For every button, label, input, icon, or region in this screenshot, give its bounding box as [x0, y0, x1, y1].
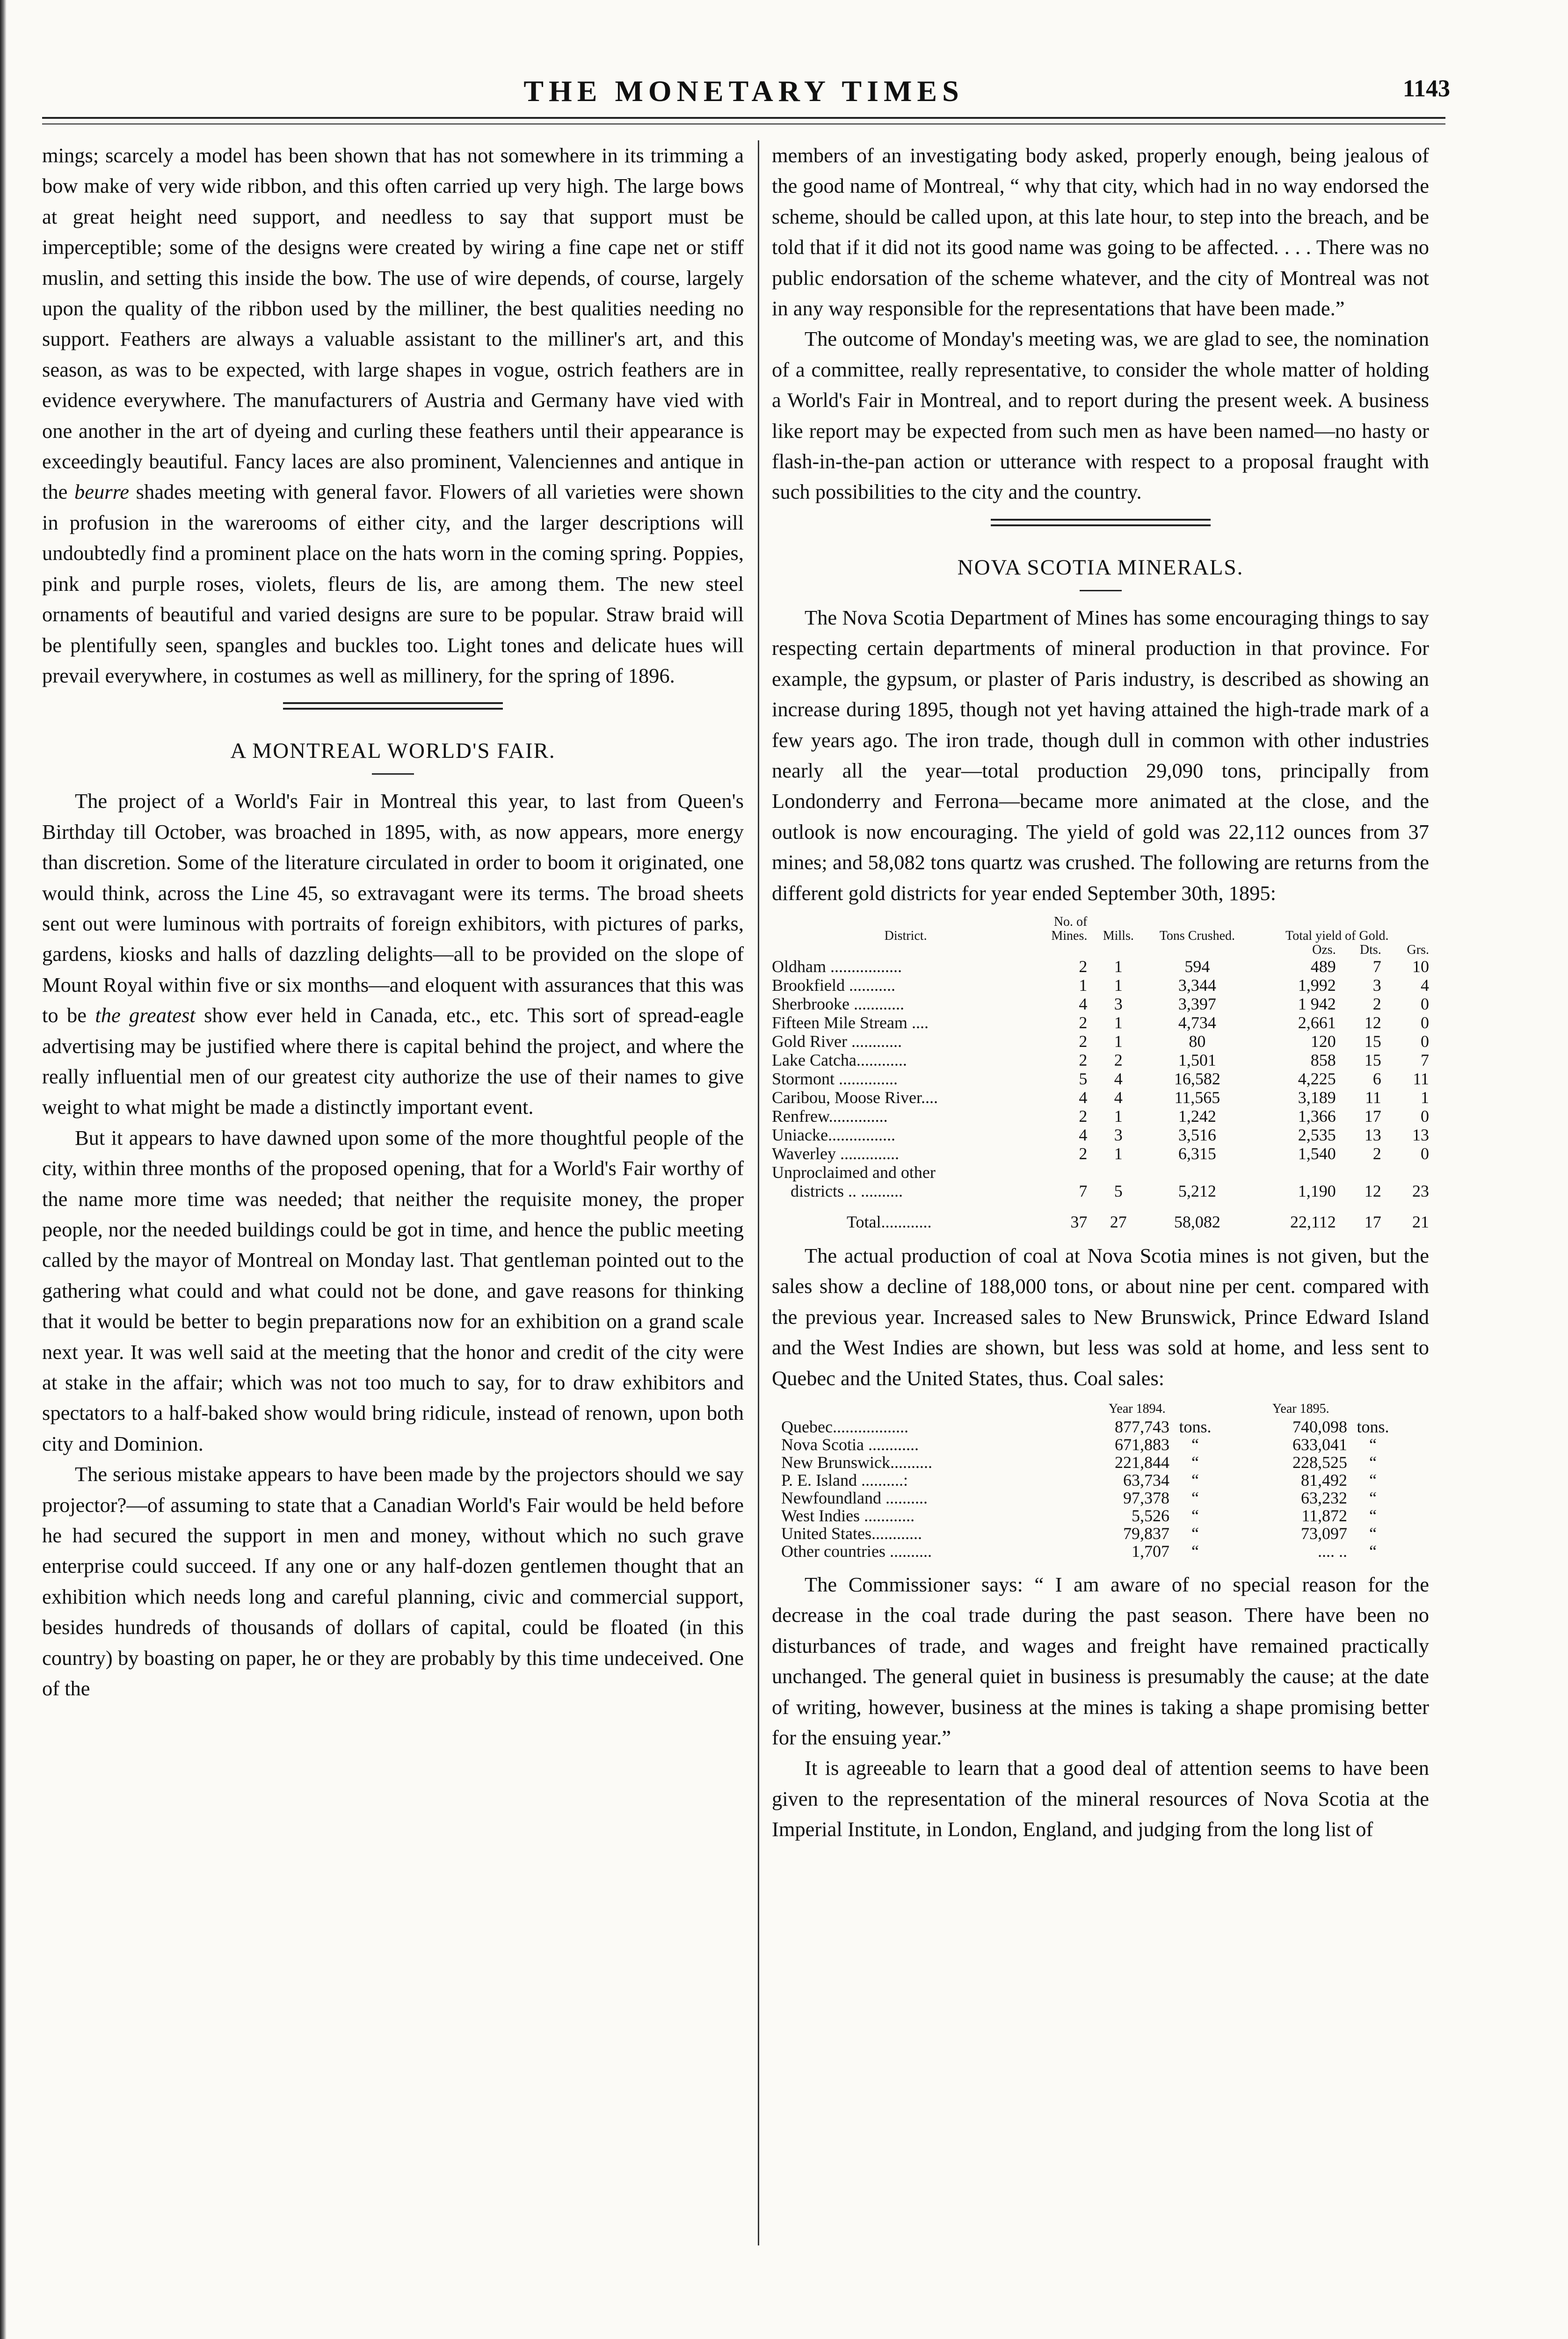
cell-text: “ [1191, 1435, 1199, 1454]
cell-text: “ [1191, 1470, 1199, 1489]
table-cell: 671,883 [1115, 1435, 1169, 1454]
text-run: shades meeting with general favor. Flowers of all varieties were shown in profusion in the warerooms of either city, and the larger descriptions will undoubtedly find a prominent place on the hats worn in the coming spring. Poppies, pink and purple roses, violets, fleurs de lis, are among them. The new steel ornaments of beautiful and varied designs are sure to be popular. Straw braid will be plentifully seen, spangles and buckles too. Light tones and delicate hues will prevail everywhere, in costumes as well as millinery, for the spring of 1896. [42, 480, 744, 687]
cell-text: ................. [826, 957, 902, 976]
table-cell [781, 1471, 1090, 1489]
cell-text: Brookfield [772, 975, 845, 995]
column-header: Total yield of Gold. [1285, 928, 1389, 943]
table-cell: 17 [1364, 1212, 1381, 1231]
column-header: No. of Mines. [1051, 914, 1088, 943]
table-cell: 3,189 [1298, 1088, 1336, 1107]
cell-text: Fifteen Mile Stream [772, 1013, 907, 1032]
table-cell: 0 [1421, 1031, 1429, 1051]
table-row [772, 1126, 1429, 1144]
table-row [781, 1418, 1413, 1436]
table-cell [772, 1088, 1039, 1107]
table-cell: 1,366 [1298, 1106, 1336, 1126]
table-cell [772, 976, 1039, 995]
table-cell: 4 [1114, 1088, 1123, 1107]
table-cell: 4 [1079, 1088, 1088, 1107]
table-cell [772, 1200, 1039, 1231]
cell-text: “ [1369, 1488, 1377, 1507]
table-cell: 4 [1114, 1069, 1123, 1088]
cell-text: .................. [832, 1417, 908, 1436]
cell-text: ............ [849, 994, 904, 1013]
table-cell [1169, 1525, 1230, 1542]
montreal-fair-heading: A MONTREAL WORLD'S FAIR. [230, 739, 556, 763]
cell-text: .......... [881, 1488, 928, 1507]
table-row [772, 1182, 1429, 1200]
column-header: Ozs. [1312, 942, 1336, 957]
table-cell: 2 [1079, 1144, 1088, 1163]
column-divider [758, 140, 759, 2245]
table-cell [772, 1013, 1039, 1032]
cell-text: “ [1369, 1453, 1377, 1472]
table-cell: 0 [1421, 1144, 1429, 1163]
table-cell: 1 [1079, 975, 1088, 995]
cell-text: Stormont [772, 1069, 835, 1088]
table-cell: 1,501 [1178, 1050, 1216, 1069]
cell-text: ............ [856, 1050, 907, 1069]
column-header: Year 1894. [1109, 1401, 1166, 1416]
table-cell: 81,492 [1301, 1470, 1347, 1489]
cell-text: Lake Catcha [772, 1050, 857, 1069]
table-cell: 2,535 [1298, 1125, 1336, 1144]
table-cell: .... .. [1318, 1541, 1347, 1561]
table-cell [781, 1489, 1090, 1507]
table-cell: 0 [1421, 1013, 1429, 1032]
table-cell: 3 [1114, 994, 1123, 1013]
table-row [772, 1032, 1429, 1051]
cell-text: .. .......... [844, 1181, 903, 1200]
table-row [781, 1436, 1413, 1453]
table-cell: 4 [1079, 994, 1088, 1013]
table-cell: 0 [1421, 994, 1429, 1013]
table-cell [772, 1032, 1039, 1051]
table-cell [1347, 1525, 1413, 1542]
table-cell: 4 [1079, 1125, 1088, 1144]
table-header-row [772, 915, 1429, 943]
column-header: Grs. [1407, 942, 1429, 957]
column-header: Tons Crushed. [1159, 928, 1235, 943]
cell-text: “ [1191, 1488, 1199, 1507]
table-subheader-row [772, 943, 1429, 957]
table-row [772, 1144, 1429, 1163]
table-cell [1347, 1542, 1413, 1560]
table-cell: 1,242 [1178, 1106, 1216, 1126]
cell-text: Waverley [772, 1144, 836, 1163]
table-header-row [781, 1400, 1413, 1418]
table-cell [781, 1418, 1090, 1436]
page-number: 1143 [1402, 75, 1450, 102]
table-cell [772, 1051, 1039, 1069]
cell-text: ................ [828, 1125, 895, 1144]
table-cell: 2 [1079, 1031, 1088, 1051]
table-row [781, 1453, 1413, 1471]
cell-text: “ [1191, 1524, 1199, 1543]
coal-sales-table [781, 1400, 1413, 1560]
table-cell [772, 1069, 1039, 1088]
cell-text: Sherbrooke [772, 994, 849, 1013]
table-cell: 13 [1364, 1125, 1381, 1144]
section-separator [991, 519, 1211, 526]
cell-text: ............ [860, 1506, 915, 1525]
table-cell: 2 [1372, 994, 1381, 1013]
cell-text: tons. [1357, 1417, 1389, 1436]
table-cell: 858 [1310, 1050, 1336, 1069]
table-cell: 1 [1114, 957, 1123, 976]
text-run: The project of a World's Fair in Montreal this year, to last from Queen's Birthday till October, was broached in 1895, with, as now appears, more energy than discretion. Some of the literature circulated in order to boom it originated, one would think, across the Line 45, so extravagant were its terms. The broad sheets sent out were luminous with portraits of foreign exhibitors, with pictures of parks, gardens, kiosks and halls of dazzling delights—all to be provided on the slope of Mount Royal within five or six months—and eloquent with assurances that this was to be [42, 789, 744, 1027]
table-cell [1347, 1418, 1413, 1436]
table-cell: 5,212 [1178, 1181, 1216, 1200]
table-cell: 6 [1372, 1069, 1381, 1088]
table-cell: 633,041 [1292, 1435, 1347, 1454]
cell-text: ........... [844, 975, 895, 995]
header-rule [42, 117, 1445, 119]
table-cell: 2 [1114, 1050, 1123, 1069]
table-cell [772, 957, 1039, 976]
table-cell: 97,378 [1123, 1488, 1169, 1507]
table-cell: 2,661 [1298, 1013, 1336, 1032]
table-cell [772, 1107, 1039, 1126]
table-cell [1347, 1453, 1413, 1471]
table-cell: 4,225 [1298, 1069, 1336, 1088]
cell-text: ............ [864, 1435, 919, 1454]
cell-text: districts [791, 1181, 844, 1200]
cell-text: Quebec [781, 1417, 833, 1436]
table-cell: 3 [1372, 975, 1381, 995]
table-row [772, 1088, 1429, 1107]
table-cell: 5,526 [1132, 1506, 1169, 1525]
table-cell: 7 [1421, 1050, 1429, 1069]
table-cell: 7 [1079, 1181, 1088, 1200]
table-cell: 80 [1189, 1031, 1206, 1051]
table-cell: 13 [1412, 1125, 1429, 1144]
cell-text: ............ [871, 1524, 922, 1543]
table-cell [1169, 1436, 1230, 1453]
table-row [772, 1069, 1429, 1088]
table-cell: 2 [1079, 957, 1088, 976]
table-cell [781, 1542, 1090, 1560]
table-cell: 73,097 [1301, 1524, 1347, 1543]
italic-run: beurre [74, 480, 130, 504]
table-cell: 11 [1413, 1069, 1429, 1088]
table-row [772, 957, 1429, 976]
table-cell: 10 [1412, 957, 1429, 976]
coal-paragraph: The actual production of coal at Nova Scotia mines is not given, but the sales show a decline of 188,000 tons, or about nine per cent. compared with the previous year. Increased sales to New Brunswick, Prince Edward Island and the West Indies are shown, but less was sold at home, and less sent to Quebec and the United States, thus. Coal sales: [772, 1243, 1429, 1390]
table-cell [772, 1144, 1039, 1163]
table-row [781, 1471, 1413, 1489]
cell-text: .... [907, 1013, 929, 1032]
table-cell [1169, 1489, 1230, 1507]
table-cell: 1 [1114, 1031, 1123, 1051]
cell-text: .......... [885, 1541, 932, 1561]
table-cell: 594 [1184, 957, 1210, 976]
cell-text: ............ [881, 1212, 932, 1231]
cell-text: Uniacke [772, 1125, 828, 1144]
table-cell [1347, 1471, 1413, 1489]
cell-text: .............. [836, 1144, 900, 1163]
table-cell: 489 [1310, 957, 1336, 976]
gold-districts-table [772, 915, 1429, 1231]
table-cell [1169, 1507, 1230, 1525]
table-row [772, 1163, 1429, 1182]
text-run: show ever held in Canada, etc., etc. This sort of spread-eagle advertising may be justified where there is capital behind the project, and where the really influential men of our greatest city authorize the use of their names to give weight to what might be made a distinctly important event. [42, 1003, 744, 1119]
table-cell [1169, 1542, 1230, 1560]
table-cell: 221,844 [1115, 1453, 1169, 1472]
table-cell: 120 [1310, 1031, 1336, 1051]
column-header: Mills. [1103, 928, 1134, 943]
table-cell [1169, 1471, 1230, 1489]
cell-text: .......... [890, 1453, 932, 1472]
right-column [772, 140, 1429, 1845]
table-cell [1169, 1418, 1230, 1436]
table-cell: 1 [1421, 1088, 1429, 1107]
cell-text: “ [1191, 1506, 1199, 1525]
table-cell: 1 [1114, 975, 1123, 995]
table-cell: 11 [1365, 1088, 1381, 1107]
fair-paragraph-2: But it appears to have dawned upon some of the more thoughtful people of the city, within three months of the proposed opening, that for a World's Fair worthy of the name more time was needed; that neither the requisite money, the proper people, nor the needed buildings could be got in time, and hence the public meeting called by the mayor of Montreal on Monday last. That gentleman pointed out to the gathering what could and what could not be done, and gave reasons for thinking that it would be better to begin preparations now for an exhibition on a grand scale next year. It was well said at the meeting that the honor and credit of the city were at stake in the affair; which was not too much to say, for to draw exhibitors and spectators to a half-baked show would bring ridicule, instead of renown, upon both city and Dominion. [42, 1126, 744, 1455]
heading-dash [372, 773, 414, 775]
cell-text: West Indies [781, 1506, 860, 1525]
cell-text: Gold River [772, 1031, 847, 1051]
cell-text: United States [781, 1524, 871, 1543]
cell-text: Nova Scotia [781, 1435, 864, 1454]
table-cell: 7 [1372, 957, 1381, 976]
table-cell: 79,837 [1123, 1524, 1169, 1543]
table-cell: 27 [1110, 1212, 1127, 1231]
italic-run: the greatest [95, 1003, 196, 1027]
table-cell: 11,872 [1301, 1506, 1347, 1525]
cell-text: New Brunswick [781, 1453, 890, 1472]
table-cell [1347, 1507, 1413, 1525]
heading-dash [1080, 590, 1122, 591]
header-rule-thin [42, 123, 1445, 124]
table-cell: 740,098 [1292, 1417, 1347, 1436]
table-cell: 58,082 [1174, 1212, 1220, 1231]
table-total-row [772, 1200, 1429, 1231]
cell-text: .............. [828, 1106, 888, 1126]
imperial-institute-paragraph: It is agreeable to learn that a good deal of attention seems to have been given to the representation of the mineral resources of Nova Scotia at the Imperial Institute, in London, England, and judging from the long list of [772, 1756, 1429, 1841]
cell-text: “ [1369, 1506, 1377, 1525]
cell-text: “ [1369, 1541, 1377, 1561]
table-cell: 63,734 [1123, 1470, 1169, 1489]
cell-text: tons. [1179, 1417, 1212, 1436]
table-cell: 1,707 [1132, 1541, 1169, 1561]
table-cell: 3 [1114, 1125, 1123, 1144]
table-row [781, 1525, 1413, 1542]
cell-text: .... [921, 1088, 938, 1107]
left-column [42, 140, 744, 1704]
cell-text: P. E. Island [781, 1470, 857, 1489]
cell-text: “ [1369, 1524, 1377, 1543]
commissioner-paragraph: The Commissioner says: “ I am aware of no special reason for the decrease in the coal trade during the past season. There have been no disturbances of trade, and wages and freight have remained practically unchanged. The general quiet in business is presumably the cause; at the date of writing, however, business at the mines is taking a shape promising better for the ensuing year.” [772, 1572, 1429, 1749]
table-cell: 3,344 [1178, 975, 1216, 995]
cell-text: “ [1369, 1435, 1377, 1454]
table-cell: 21 [1412, 1212, 1429, 1231]
page-header [42, 74, 1450, 130]
table-cell [781, 1436, 1090, 1453]
nova-scotia-heading: NOVA SCOTIA MINERALS. [957, 555, 1244, 580]
table-cell [781, 1507, 1090, 1525]
page-binding-edge [0, 0, 7, 2339]
cell-text: ..........: [857, 1470, 908, 1489]
cell-text: Renfrew [772, 1106, 829, 1126]
table-cell: 3,397 [1178, 994, 1216, 1013]
table-cell: 6,315 [1178, 1144, 1216, 1163]
table-row [772, 995, 1429, 1013]
table-cell: 17 [1364, 1106, 1381, 1126]
table-cell [1347, 1489, 1413, 1507]
table-cell: 15 [1364, 1050, 1381, 1069]
table-cell: 15 [1364, 1031, 1381, 1051]
table-cell: 63,232 [1301, 1488, 1347, 1507]
table-cell: 2 [1079, 1106, 1088, 1126]
fair-paragraph-1 [42, 786, 744, 1122]
cell-text: ............ [847, 1031, 902, 1051]
cell-text: Total [847, 1212, 881, 1231]
table-cell [772, 995, 1039, 1013]
table-row [772, 976, 1429, 995]
cell-text: “ [1369, 1470, 1377, 1489]
cell-text: .............. [835, 1069, 898, 1088]
table-cell: 1 [1114, 1144, 1123, 1163]
table-cell [781, 1525, 1090, 1542]
text-run: mings; scarcely a model has been shown that has not somewhere in its trimming a bow make of very wide ribbon, and this often carried up very high. The large bows at great height need support, and needless to say that support must be imperceptible; some of the designs were created by wiring a fine cape net or stiff muslin, and setting this inside the bow. The use of wire depends, of course, largely upon the quality of the ribbon used by the milliner, the best qualities needing no support. Feathers are always a valuable assistant to the milliner's art, and this season, as was to be expected, with large shapes in vogue, ostrich feathers are in evidence everywhere. The manufacturers of Austria and Germany have vied with one another in the art of dyeing and curling these feathers until their appearance is exceedingly beautiful. Fancy laces are also prominent, Valenciennes and antique in the [42, 144, 744, 504]
section-separator [283, 702, 503, 710]
table-cell: 23 [1412, 1181, 1429, 1200]
table-cell: 3,516 [1178, 1125, 1216, 1144]
table-cell: 228,525 [1292, 1453, 1347, 1472]
masthead-title: THE MONETARY TIMES [523, 74, 964, 108]
table-row [781, 1507, 1413, 1525]
table-cell: 1 [1114, 1013, 1123, 1032]
cell-text: “ [1191, 1541, 1199, 1561]
table-cell: 22,112 [1290, 1212, 1336, 1231]
table-cell: 4 [1421, 975, 1429, 995]
table-cell: 1,190 [1298, 1181, 1336, 1200]
table-cell: 1,540 [1298, 1144, 1336, 1163]
table-cell [1169, 1453, 1230, 1471]
table-cell: 2 [1079, 1013, 1088, 1032]
minerals-paragraph: The Nova Scotia Department of Mines has some encouraging things to say respecting certain departments of mineral production in that province. For example, the gypsum, or plaster of Paris industry, is described as showing an increase during 1895, though not yet having attained the high-trade mark of a few years ago. The iron trade, though dull in common with other industries nearly all the year—total production 29,090 tons, principally from Londonderry and Ferrona—became more animated at the close, and the outlook is now encouraging. The yield of gold was 22,112 ounces from 37 mines; and 58,082 tons quartz was crushed. The following are returns from the different gold districts for year ended September 30th, 1895: [772, 605, 1429, 905]
table-row [781, 1542, 1413, 1560]
table-cell [772, 1126, 1039, 1144]
fair-outcome-paragraph: The outcome of Monday's meeting was, we are glad to see, the nomination of a committee, really representative, to consider the whole matter of holding a World's Fair in Montreal, and to report during the present week. A business like report may be expected from such men as have been named—no hasty or flash-in-the-pan action or utterance with respect to a proposal fraught with such possibilities to the city and the country. [772, 327, 1429, 504]
table-cell [772, 1182, 1039, 1200]
table-cell: 2 [1079, 1050, 1088, 1069]
table-cell: 12 [1364, 1181, 1381, 1200]
table-row [772, 1107, 1429, 1126]
table-row [772, 1013, 1429, 1032]
table-cell: 1 942 [1298, 994, 1336, 1013]
column-header: Dts. [1359, 942, 1381, 957]
table-cell: 16,582 [1174, 1069, 1220, 1088]
cell-text: Caribou, Moose River [772, 1088, 921, 1107]
fair-paragraph-3: The serious mistake appears to have been made by the projectors should we say projector?—of assuming to state that a Canadian World's Fair would be held before he had secured the support in men and money, without which no such grave enterprise could succeed. If any one or any half-dozen gentlemen thought that an exhibition which needs long and careful planning, civic and commercial support, besides hundreds of thousands of dollars of capital, could be floated (in this country) by boasting on paper, he or they are probably by this time undeceived. One of the [42, 1462, 744, 1700]
column-header: Year 1895. [1272, 1401, 1329, 1416]
table-cell: 877,743 [1115, 1417, 1169, 1436]
cell-text: Newfoundland [781, 1488, 881, 1507]
table-cell: 5 [1114, 1181, 1123, 1200]
table-cell: 5 [1079, 1069, 1088, 1088]
table-cell: 12 [1364, 1013, 1381, 1032]
table-row [772, 1051, 1429, 1069]
table-cell: 1,992 [1298, 975, 1336, 995]
table-cell: Unproclaimed and other [772, 1162, 936, 1182]
table-cell: 11,565 [1174, 1088, 1220, 1107]
table-cell: 0 [1421, 1106, 1429, 1126]
table-cell [1347, 1436, 1413, 1453]
fair-continued-paragraph: members of an investigating body asked, properly enough, being jealous of the good name of Montreal, “ why that city, which had in no way endorsed the scheme, should be called upon, at this late hour, to step into the breach, and be told that if it did not its good name was going to be affected. . . . There was no public endorsation of the scheme whatever, and the city of Montreal was not in any way responsible for the representations that have been made.” [772, 144, 1429, 320]
cell-text: Oldham [772, 957, 826, 976]
table-cell: 4,734 [1178, 1013, 1216, 1032]
table-row [781, 1489, 1413, 1507]
column-header: District. [884, 928, 927, 943]
cell-text: “ [1191, 1453, 1199, 1472]
cell-text: Other countries [781, 1541, 886, 1561]
table-cell [781, 1453, 1090, 1471]
table-cell: 1 [1114, 1106, 1123, 1126]
table-cell: 37 [1070, 1212, 1088, 1231]
millinery-paragraph [42, 140, 744, 691]
table-cell: 2 [1372, 1144, 1381, 1163]
